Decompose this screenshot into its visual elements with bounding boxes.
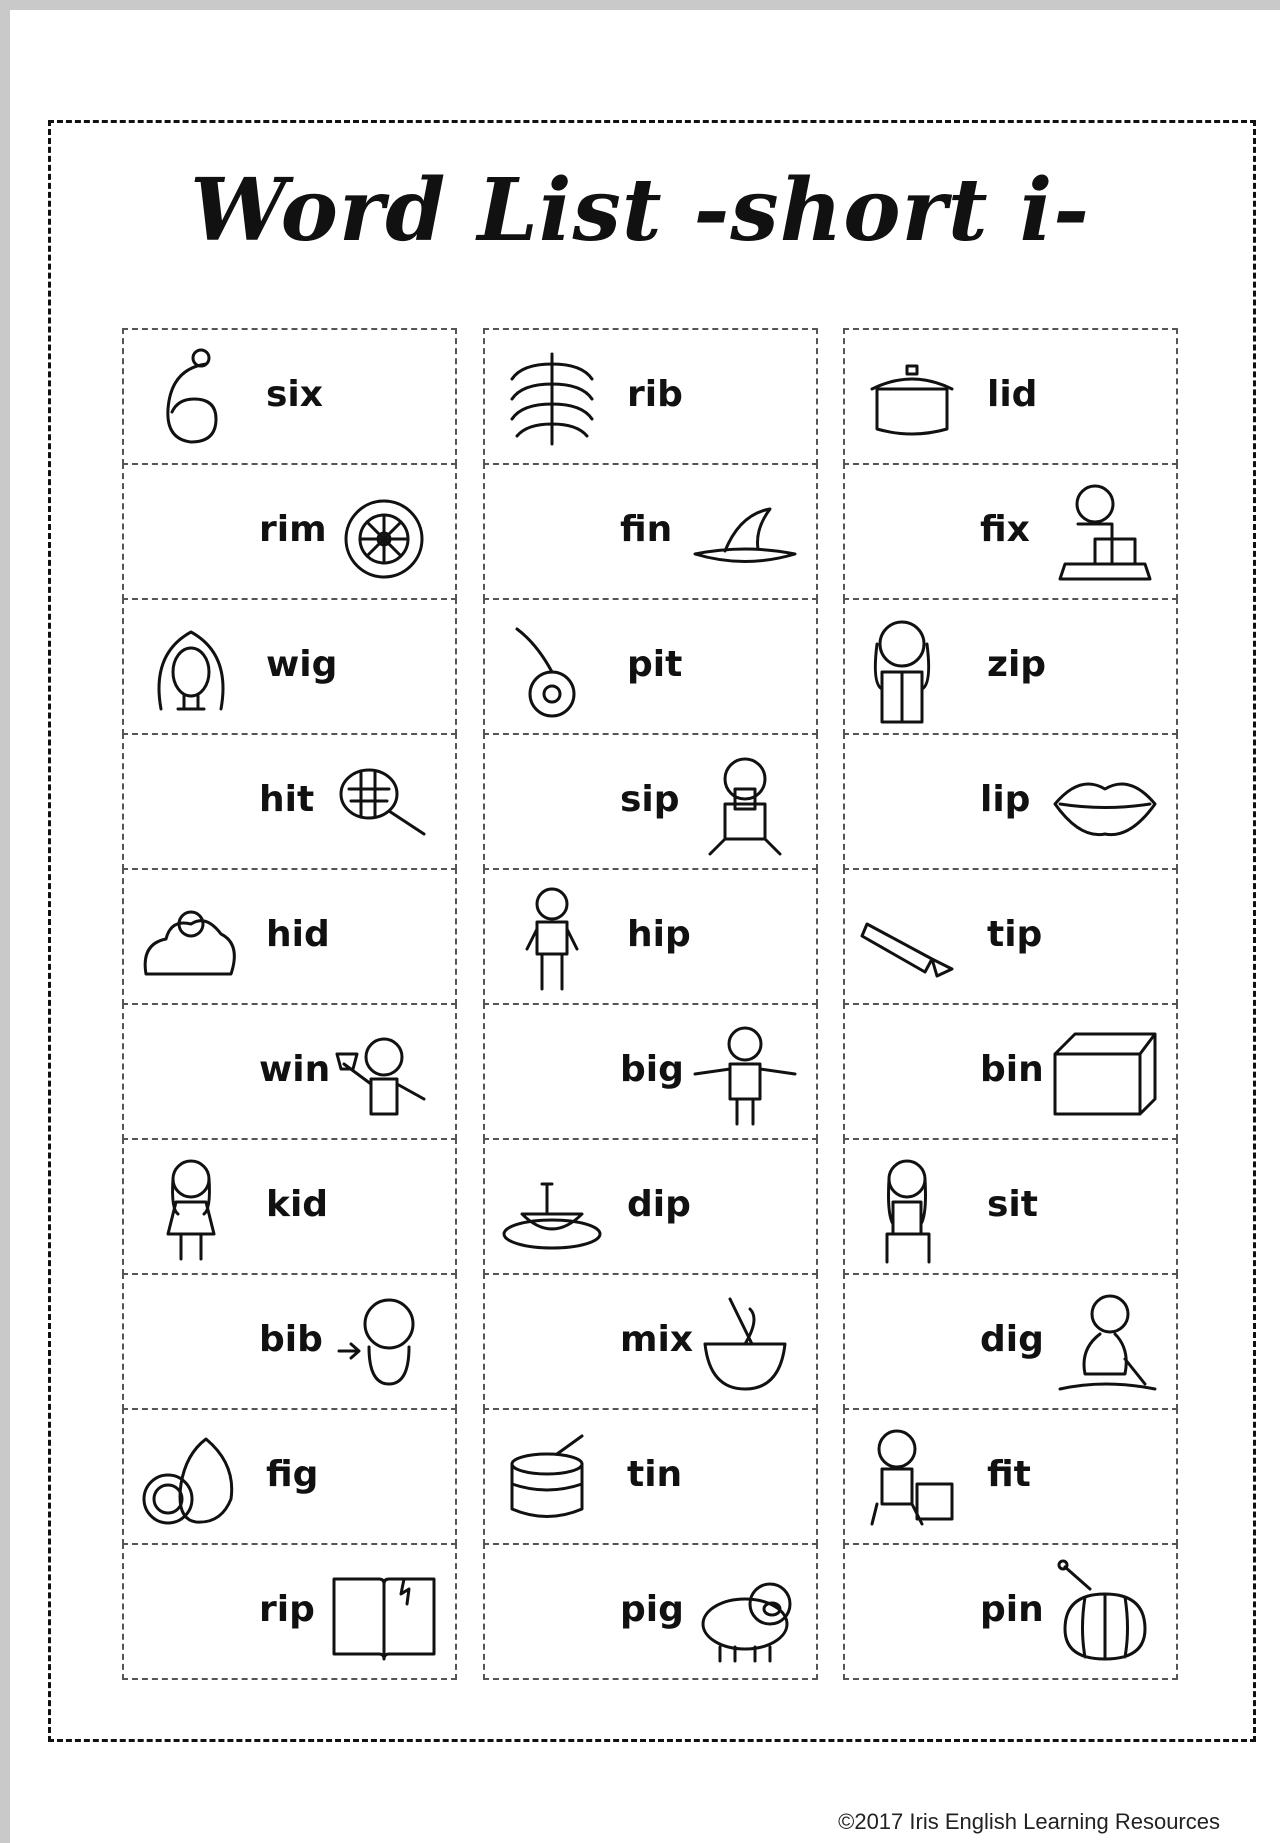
word-column-2 — [483, 330, 818, 1680]
word-label: wig — [266, 644, 338, 685]
word-label: sip — [620, 779, 680, 820]
word-card-lid — [843, 328, 1178, 465]
girl-icon — [136, 1154, 246, 1264]
word-label: rip — [259, 1589, 315, 1630]
word-label: tip — [987, 914, 1043, 955]
tennis-racket-icon — [329, 749, 439, 859]
wig-icon — [136, 614, 246, 724]
word-card-dip — [483, 1138, 818, 1275]
word-label: big — [620, 1049, 684, 1090]
word-card-wig — [122, 598, 457, 735]
word-card-fig — [122, 1408, 457, 1545]
word-label: pig — [620, 1589, 684, 1630]
word-label: sit — [987, 1184, 1038, 1225]
word-card-pin — [843, 1543, 1178, 1680]
girl-sitting-icon — [857, 1154, 967, 1264]
word-card-fix — [843, 463, 1178, 600]
word-label: tin — [627, 1454, 683, 1495]
lips-icon — [1050, 749, 1160, 859]
boy-hip-icon — [497, 884, 607, 994]
word-label: six — [266, 374, 323, 415]
word-label: pit — [627, 644, 683, 685]
word-card-win — [122, 1003, 457, 1140]
word-card-hit — [122, 733, 457, 870]
word-label: hit — [259, 779, 315, 820]
box-bin-icon — [1050, 1019, 1160, 1129]
ribcage-icon — [497, 344, 607, 454]
word-card-zip — [843, 598, 1178, 735]
word-label: rib — [627, 374, 683, 415]
pot-lid-icon — [857, 344, 967, 454]
word-label: rim — [259, 509, 327, 550]
torn-book-icon — [329, 1559, 439, 1669]
dip-bowl-icon — [497, 1154, 607, 1264]
word-card-sip — [483, 733, 818, 870]
child-with-trophy-icon — [329, 1019, 439, 1129]
word-card-kid — [122, 1138, 457, 1275]
word-card-six — [122, 328, 457, 465]
cherry-pit-icon — [497, 614, 607, 724]
pig-icon — [690, 1559, 800, 1669]
word-card-pig — [483, 1543, 818, 1680]
child-fitting-shapes-icon — [857, 1424, 967, 1534]
word-label: fix — [980, 509, 1030, 550]
word-label: kid — [266, 1184, 329, 1225]
fig-fruit-icon — [136, 1424, 246, 1534]
baby-sipping-icon — [690, 749, 800, 859]
word-label: fit — [987, 1454, 1031, 1495]
page-title: Word List -short i- — [190, 160, 1090, 261]
word-card-lip — [843, 733, 1178, 870]
shark-fin-icon — [690, 479, 800, 589]
copyright-footer: ©2017 Iris English Learning Resources — [838, 1809, 1220, 1834]
word-card-bib — [122, 1273, 457, 1410]
word-label: bib — [259, 1319, 323, 1360]
word-label: zip — [987, 644, 1047, 685]
word-label: fin — [620, 509, 673, 550]
word-card-big — [483, 1003, 818, 1140]
word-card-dig — [843, 1273, 1178, 1410]
word-label: dip — [627, 1184, 691, 1225]
word-card-hip — [483, 868, 818, 1005]
mixing-bowl-icon — [690, 1289, 800, 1399]
word-card-tip — [843, 868, 1178, 1005]
word-card-mix — [483, 1273, 818, 1410]
pin-cushion-icon — [1050, 1559, 1160, 1669]
number-six-icon — [136, 344, 246, 454]
tin-can-icon — [497, 1424, 607, 1534]
word-label: win — [259, 1049, 331, 1090]
word-card-rip — [122, 1543, 457, 1680]
word-card-pit — [483, 598, 818, 735]
girl-arms-wide-icon — [690, 1019, 800, 1129]
child-in-bush-icon — [136, 884, 246, 994]
word-label: hid — [266, 914, 330, 955]
word-label: hip — [627, 914, 691, 955]
girl-zipping-jacket-icon — [857, 614, 967, 724]
word-card-sit — [843, 1138, 1178, 1275]
word-column-3 — [843, 330, 1178, 1680]
wheel-rim-icon — [329, 479, 439, 589]
word-label: mix — [620, 1319, 694, 1360]
word-card-fit — [843, 1408, 1178, 1545]
word-label: fig — [266, 1454, 319, 1495]
word-label: bin — [980, 1049, 1044, 1090]
word-card-fin — [483, 463, 818, 600]
word-label: dig — [980, 1319, 1044, 1360]
word-label: lip — [980, 779, 1031, 820]
boy-fixing-toaster-icon — [1050, 479, 1160, 589]
word-card-rim — [122, 463, 457, 600]
word-card-hid — [122, 868, 457, 1005]
word-card-bin — [843, 1003, 1178, 1140]
word-column-1 — [122, 330, 457, 1680]
baby-bib-icon — [329, 1289, 439, 1399]
boy-digging-icon — [1050, 1289, 1160, 1399]
word-label: lid — [987, 374, 1038, 415]
word-card-tin — [483, 1408, 818, 1545]
word-label: pin — [980, 1589, 1044, 1630]
pen-tip-icon — [857, 884, 967, 994]
word-card-rib — [483, 328, 818, 465]
